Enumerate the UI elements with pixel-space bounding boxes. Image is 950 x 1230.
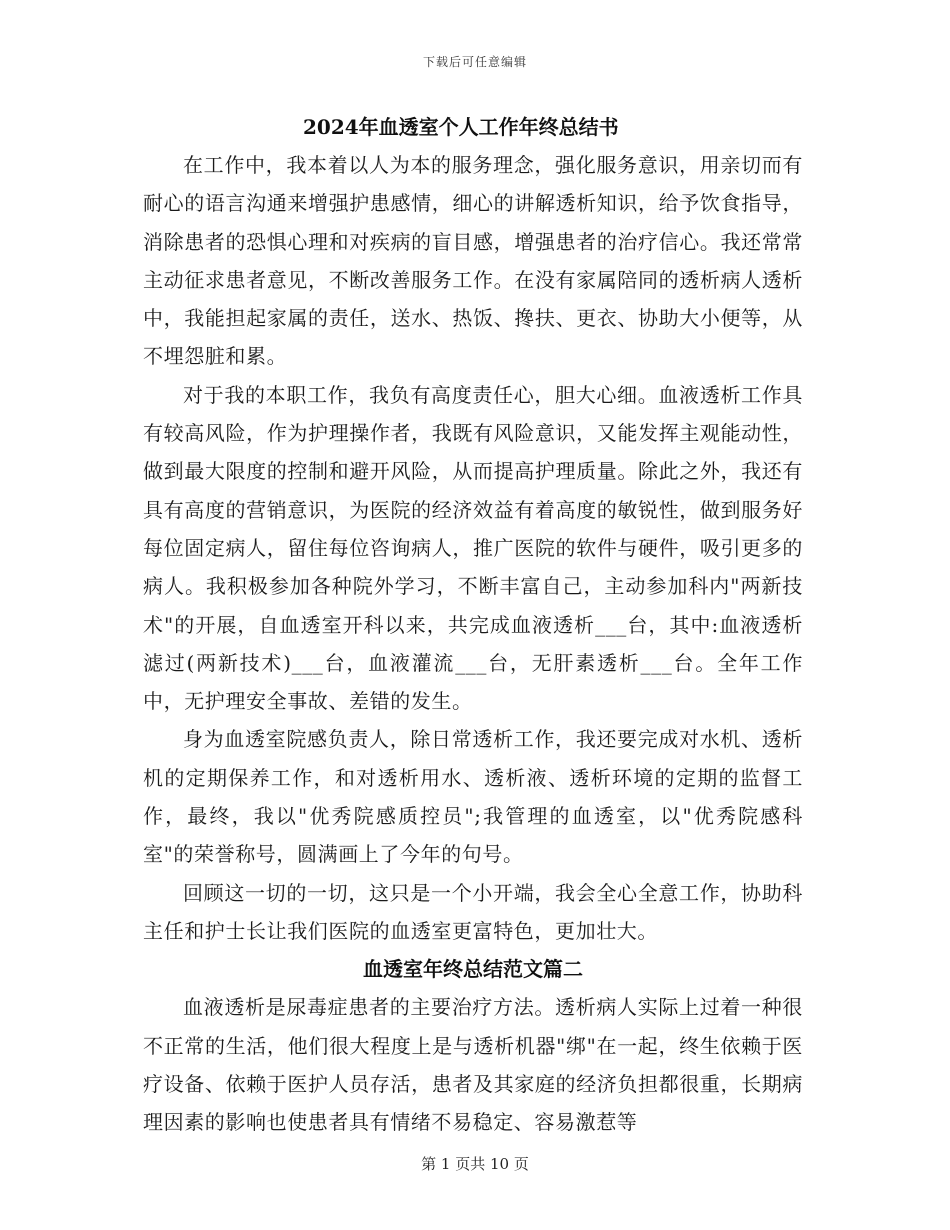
paragraph-1: 在工作中，我本着以人为本的服务理念，强化服务意识，用亲切而有耐心的语言沟通来增强护患感情，细心的讲解透析知识，给予饮食指导，消除患者的恐惧心理和对疾病的盲目感，增强患者的治疗信心。我还常常主动征求患者意见，不断改善服务工作。在没有家属陪同的透析病人透析中，我能担起家属的责任，送水、热饭、搀扶、更衣、协助大小便等，从不埋怨脏和累。 (143, 153, 803, 369)
document-body (143, 108, 803, 1141)
header-note: 下载后可任意编辑 (422, 55, 527, 69)
page-number-footer: 第 1 页共 10 页 (421, 1155, 529, 1173)
paragraph-2: 对于我的本职工作，我负有高度责任心，胆大心细。血液透析工作具有较高风险，作为护理操作者，我既有风险意识，又能发挥主观能动性，做到最大限度的控制和避开风险，从而提高护理质量。除此之外，我还有具有高度的营销意识，为医院的经济效益有着高度的敏锐性，做到服务好每位固定病人，留住每位咨询病人，推广医院的软件与硬件，吸引更多的病人。我积极参加各种院外学习，不断丰富自己，主动参加科内"两新技术"的开展，自血透室开科以来，共完成血液透析___台，其中:血液透析滤过(两新技术)___台，血液灌流___台，无肝素透析___台。全年工作中，无护理安全事故、差错的发生。 (143, 382, 803, 714)
paragraph-4: 回顾这一切的一切，这只是一个小开端，我会全心全意工作，协助科主任和护士长让我们医院的血透室更富特色，更加壮大。 (143, 880, 803, 943)
section-2-paragraph-1: 血液透析是尿毒症患者的主要治疗方法。透析病人实际上过着一种很不正常的生活，他们很大程度上是与透析机器"绑"在一起，终生依赖于医疗设备、依赖于医护人员存活，患者及其家庭的经济负担都很重，长期病理因素的影响也使患者具有情绪不易稳定、容易激惹等 (143, 995, 803, 1135)
document-title: 2024年血透室个人工作年终总结书 (303, 115, 619, 139)
section-2-title: 血透室年终总结范文篇二 (363, 957, 583, 982)
paragraph-3: 身为血透室院感负责人，除日常透析工作，我还要完成对水机、透析机的定期保养工作，和对透析用水、透析液、透析环境的定期的监督工作，最终，我以"优秀院感质控员";我管理的血透室，以"优秀院感科室"的荣誉称号，圆满画上了今年的句号。 (143, 727, 803, 867)
